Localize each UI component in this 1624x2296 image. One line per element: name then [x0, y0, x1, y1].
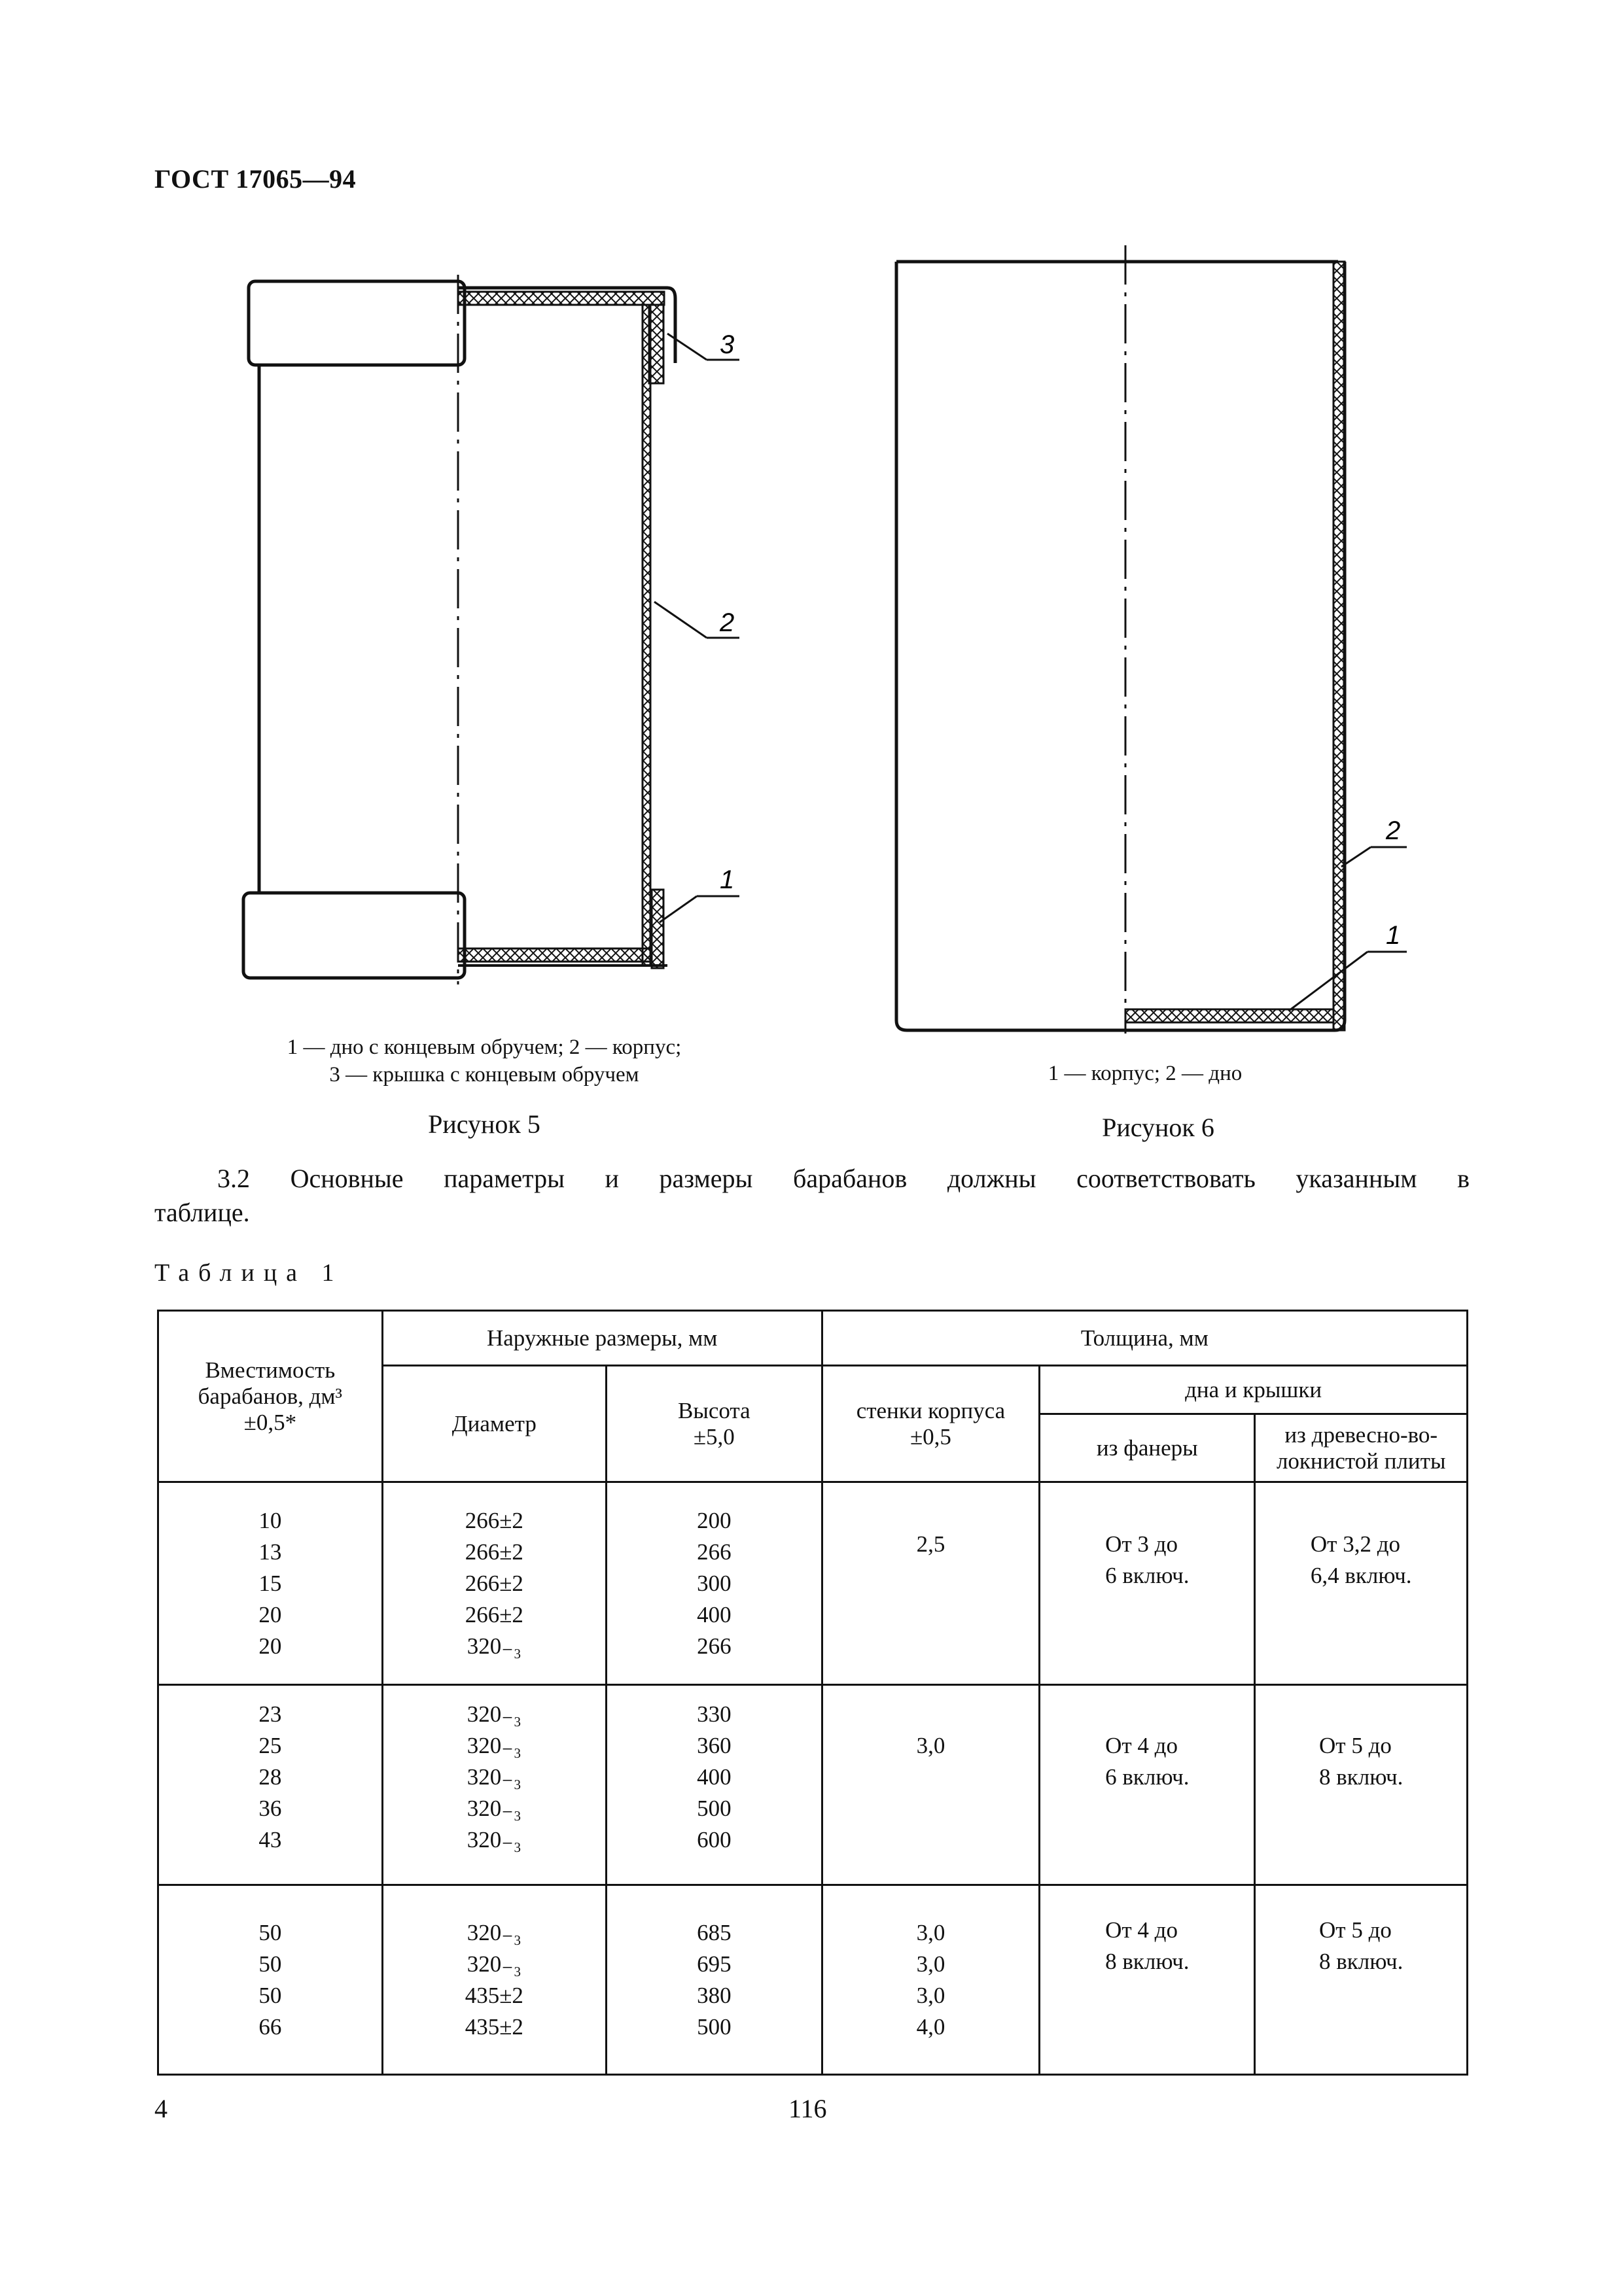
value: 330	[697, 1701, 732, 1727]
value	[1105, 1730, 1189, 1793]
header-thickness: Толщина, мм	[822, 1311, 1467, 1366]
page-number-left: 4	[154, 2094, 168, 2123]
value-line: От 5 до	[1319, 1917, 1392, 1943]
page-number-center: 116	[788, 2094, 827, 2123]
value	[1105, 1915, 1189, 1977]
value: 66	[258, 2013, 282, 2040]
value: 50	[258, 1982, 282, 2008]
value: 3,0	[916, 1982, 945, 2008]
value: 3,0	[916, 1733, 945, 1758]
value	[1319, 1915, 1403, 1977]
value: 4,0	[916, 2013, 945, 2040]
figure-5-callout-1: 1	[720, 865, 735, 894]
value	[1311, 1529, 1412, 1592]
value-line: 6 включ.	[1105, 1563, 1190, 1588]
figure-6-callout-2: 2	[1386, 816, 1401, 845]
value-line: От 3,2 до	[1310, 1531, 1401, 1557]
value: 360	[697, 1733, 732, 1758]
value-line: 6,4 включ.	[1310, 1563, 1412, 1588]
figure-5-legend-line-2: 3 — крышка с концевым обручем	[329, 1063, 639, 1087]
cell-wall	[822, 1885, 1039, 2075]
value-line: 8 включ.	[1319, 1764, 1403, 1790]
header-plywood: из фанеры	[1040, 1414, 1255, 1482]
paragraph-line-1: 3.2 Основные параметры и размеры барабанов должны соответствовать указанным в	[217, 1164, 1470, 1193]
figure-5-callout-2: 2	[720, 608, 735, 637]
value: 320₋₃	[467, 1633, 521, 1659]
value	[1319, 1730, 1403, 1793]
value: 320₋₃	[467, 1733, 521, 1758]
figure-6-drawing	[883, 239, 1420, 1050]
figure-5-caption: Рисунок 5	[428, 1109, 540, 1139]
cell-capacity	[158, 1885, 383, 2075]
paragraph-line-2: таблице.	[154, 1198, 250, 1227]
figure-6-legend: 1 — корпус; 2 — дно	[1048, 1062, 1243, 1085]
figure-5-callout-3: 3	[720, 330, 735, 359]
cell-capacity	[158, 1482, 383, 1685]
parameters-table	[157, 1310, 1468, 2076]
value: 300	[697, 1570, 732, 1596]
value: 266	[697, 1539, 732, 1565]
value: 435±2	[465, 1982, 523, 2008]
value: 320₋₃	[467, 1827, 521, 1852]
value	[1105, 1529, 1189, 1592]
value: 500	[697, 1796, 732, 1821]
figure-6-callout-1: 1	[1386, 921, 1401, 950]
cell-diameter	[382, 1685, 606, 1885]
value: 15	[258, 1570, 282, 1596]
value: 3,0	[916, 1919, 945, 1945]
value: 25	[258, 1733, 282, 1758]
value: 320₋₃	[467, 1701, 521, 1727]
value: 685	[697, 1919, 732, 1945]
value: 36	[258, 1796, 282, 1821]
value: 695	[697, 1951, 732, 1977]
value: 43	[258, 1827, 282, 1852]
cell-diameter	[382, 1482, 606, 1685]
header-height: Высота ±5,0	[606, 1366, 822, 1482]
header-fiberboard: из древесно-во-локнистой плиты	[1255, 1414, 1468, 1482]
value-line: От 4 до	[1105, 1917, 1178, 1943]
header-capacity: Вместимость барабанов, дм³ ±0,5*	[158, 1311, 383, 1482]
cell-plywood	[1040, 1685, 1255, 1885]
cell-height	[606, 1685, 822, 1885]
table-label: Таблица 1	[154, 1259, 344, 1287]
value: 266±2	[465, 1507, 523, 1533]
value: 600	[697, 1827, 732, 1852]
value-line: От 5 до	[1319, 1733, 1392, 1758]
header-wall: стенки корпуса ±0,5	[822, 1366, 1039, 1482]
value: 266±2	[465, 1570, 523, 1596]
header-bottom-lid: дна и крышки	[1040, 1366, 1468, 1414]
table-row-group-3	[158, 1885, 1468, 2075]
value-line: От 4 до	[1105, 1733, 1178, 1758]
cell-fiberboard	[1255, 1482, 1468, 1685]
table-row-group-1	[158, 1482, 1468, 1685]
value-line: От 3 до	[1105, 1531, 1178, 1557]
value: 266±2	[465, 1539, 523, 1565]
cell-plywood	[1040, 1482, 1255, 1685]
value: 20	[258, 1633, 282, 1659]
value: 3,0	[916, 1951, 945, 1977]
cell-wall	[822, 1482, 1039, 1685]
header-diameter: Диаметр	[382, 1366, 606, 1482]
table-row-group-2	[158, 1685, 1468, 1885]
figure-5-legend	[216, 1034, 752, 1088]
value: 13	[258, 1539, 282, 1565]
cell-wall	[822, 1685, 1039, 1885]
value: 320₋₃	[467, 1764, 521, 1790]
value: 266	[697, 1633, 732, 1659]
value-line: 6 включ.	[1105, 1764, 1190, 1790]
value: 400	[697, 1764, 732, 1790]
value: 320₋₃	[467, 1951, 521, 1977]
value: 320₋₃	[467, 1919, 521, 1945]
value: 20	[258, 1601, 282, 1627]
value: 50	[258, 1919, 282, 1945]
cell-fiberboard	[1255, 1885, 1468, 2075]
document-header: ГОСТ 17065—94	[154, 164, 357, 194]
value: 435±2	[465, 2013, 523, 2040]
cell-fiberboard	[1255, 1685, 1468, 1885]
value: 2,5	[916, 1531, 945, 1557]
cell-height	[606, 1482, 822, 1685]
value: 28	[258, 1764, 282, 1790]
value: 23	[258, 1701, 282, 1727]
figure-6-caption: Рисунок 6	[1102, 1113, 1214, 1142]
value: 50	[258, 1951, 282, 1977]
cell-capacity	[158, 1685, 383, 1885]
value: 380	[697, 1982, 732, 2008]
value: 320₋₃	[467, 1796, 521, 1821]
cell-height	[606, 1885, 822, 2075]
figure-5-legend-line-1: 1 — дно с концевым обручем; 2 — корпус;	[287, 1035, 682, 1059]
value-line: 8 включ.	[1319, 1949, 1403, 1974]
figure-5-drawing	[236, 262, 759, 994]
value: 266±2	[465, 1601, 523, 1627]
value-line: 8 включ.	[1105, 1949, 1190, 1974]
value: 10	[258, 1507, 282, 1533]
header-outer-dimensions: Наружные размеры, мм	[382, 1311, 822, 1366]
value: 500	[697, 2013, 732, 2040]
cell-diameter	[382, 1885, 606, 2075]
section-paragraph	[154, 1162, 1470, 1230]
cell-plywood	[1040, 1885, 1255, 2075]
value: 200	[697, 1507, 732, 1533]
value: 400	[697, 1601, 732, 1627]
